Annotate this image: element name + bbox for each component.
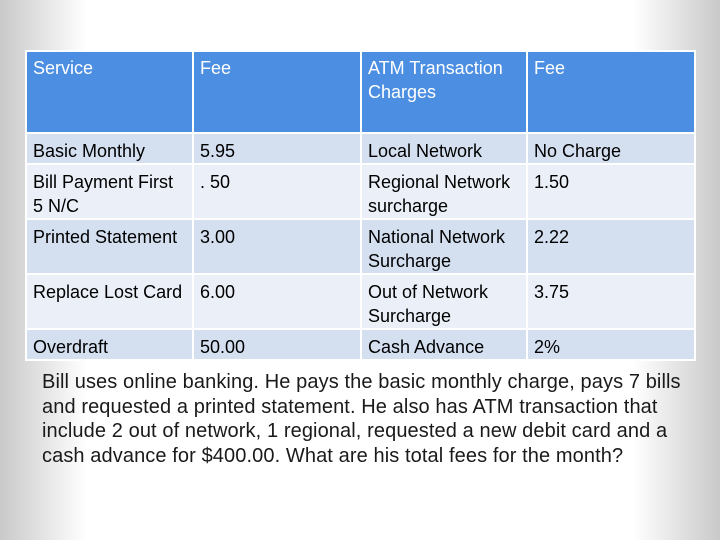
atm-charge-cell: Cash Advance: [361, 329, 527, 360]
table-row: [26, 329, 695, 360]
fee-cell: 5.95: [193, 133, 361, 164]
table-row: [26, 164, 695, 219]
fee-cell: 50.00: [193, 329, 361, 360]
atm-fee-cell: 2.22: [527, 219, 695, 274]
service-cell: Replace Lost Card: [26, 274, 193, 329]
atm-charge-cell: Out of Network Surcharge: [361, 274, 527, 329]
atm-fee-cell: No Charge: [527, 133, 695, 164]
header-service: Service: [26, 51, 193, 133]
service-cell: Basic Monthly: [26, 133, 193, 164]
table-row: [26, 219, 695, 274]
fee-table: [25, 50, 696, 361]
problem-text: Bill uses online banking. He pays the basic monthly charge, pays 7 bills and requested a printed statement. He also has ATM transaction that include 2 out of network, 1 regional, requested a new debit card and a cash advance for $400.00. What are his total fees for the month?: [42, 371, 681, 467]
fee-cell: . 50: [193, 164, 361, 219]
service-cell: Overdraft: [26, 329, 193, 360]
header-fee: Fee: [193, 51, 361, 133]
header-atm-fee: Fee: [527, 51, 695, 133]
fee-cell: 3.00: [193, 219, 361, 274]
service-cell: Printed Statement: [26, 219, 193, 274]
atm-fee-cell: 1.50: [527, 164, 695, 219]
atm-charge-cell: Regional Network surcharge: [361, 164, 527, 219]
header-atm-charges: ATM Transaction Charges: [361, 51, 527, 133]
atm-charge-cell: National Network Surcharge: [361, 219, 527, 274]
atm-fee-cell: 3.75: [527, 274, 695, 329]
table-row: [26, 274, 695, 329]
table-header-row: [26, 51, 695, 133]
fee-cell: 6.00: [193, 274, 361, 329]
atm-fee-cell: 2%: [527, 329, 695, 360]
atm-charge-cell: Local Network: [361, 133, 527, 164]
table-row: [26, 133, 695, 164]
service-cell: Bill Payment First 5 N/C: [26, 164, 193, 219]
